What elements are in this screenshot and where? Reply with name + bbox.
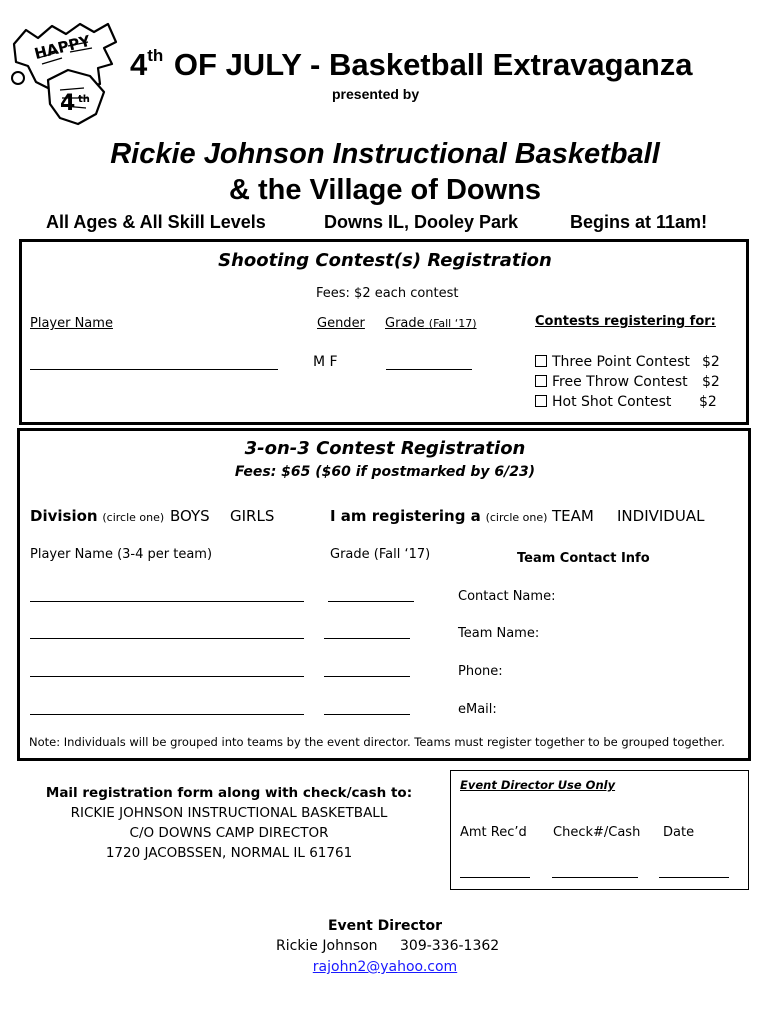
three-on-three-fees: Fees: $65 ($60 if postmarked by 6/23) xyxy=(234,464,536,480)
phone-label: Phone: xyxy=(458,664,503,679)
player-name-field[interactable] xyxy=(30,369,278,370)
three-on-three-heading: 3-on-3 Contest Registration xyxy=(244,438,526,459)
office-use-heading: Event Director Use Only xyxy=(460,778,616,792)
check-cash-field[interactable] xyxy=(552,877,638,878)
team-contact-heading: Team Contact Info xyxy=(517,551,650,566)
amt-received-label: Amt Rec’d xyxy=(460,825,527,840)
happy-4th-logo xyxy=(8,18,126,128)
team-grade-field[interactable] xyxy=(324,638,410,639)
contact-name-label: Contact Name: xyxy=(458,589,556,604)
player-name-header: Player Name xyxy=(30,316,113,331)
checkbox[interactable] xyxy=(535,355,547,367)
checkbox[interactable] xyxy=(535,395,547,407)
director-name: Rickie Johnson xyxy=(276,938,378,954)
team-player-field[interactable] xyxy=(30,638,304,639)
shooting-heading: Shooting Contest(s) Registration xyxy=(218,250,552,271)
amt-received-field[interactable] xyxy=(460,877,530,878)
svg-text:HAPPY: HAPPY xyxy=(32,31,93,64)
grade-field[interactable] xyxy=(386,369,472,370)
org-name: Rickie Johnson Instructional Basketball xyxy=(110,138,660,170)
team-name-label: Team Name: xyxy=(458,626,540,641)
director-email-link[interactable]: rajohn2@yahoo.com xyxy=(312,959,458,975)
time-label: Begins at 11am! xyxy=(570,212,708,232)
mail-address-line: RICKIE JOHNSON INSTRUCTIONAL BASKETBALL xyxy=(70,805,388,821)
register-individual-option[interactable]: INDIVIDUAL xyxy=(617,507,705,525)
location-label: Downs IL, Dooley Park xyxy=(324,212,519,232)
director-phone: 309-336-1362 xyxy=(400,938,500,954)
shooting-fees: Fees: $2 each contest xyxy=(316,286,459,301)
svg-text:th: th xyxy=(78,94,90,105)
checkbox[interactable] xyxy=(535,375,547,387)
mail-address-line: 1720 JACOBSSEN, NORMAL IL 61761 xyxy=(105,845,353,861)
division-girls-option[interactable]: GIRLS xyxy=(230,507,275,525)
register-team-option[interactable]: TEAM xyxy=(552,507,594,525)
email-label: eMail: xyxy=(458,702,497,717)
director-heading: Event Director xyxy=(327,918,443,934)
team-player-field[interactable] xyxy=(30,601,304,602)
division-boys-option[interactable]: BOYS xyxy=(170,507,210,525)
mail-heading: Mail registration form along with check/cash to: xyxy=(45,785,413,801)
date-field[interactable] xyxy=(659,877,729,878)
contest-fee: $2 xyxy=(702,354,720,370)
event-title: 4th OF JULY - Basketball Extravaganza xyxy=(130,46,693,82)
gender-header: Gender xyxy=(317,316,365,331)
contest-option-hot-shot[interactable]: Hot Shot Contest xyxy=(535,394,671,410)
team-grade-field[interactable] xyxy=(328,601,414,602)
grade-header: Grade (Fall ‘17) xyxy=(385,316,477,331)
presented-by: presented by xyxy=(332,86,420,102)
date-label: Date xyxy=(663,825,695,840)
grade-team-header: Grade (Fall ‘17) xyxy=(330,547,431,562)
mail-address-line: C/O DOWNS CAMP DIRECTOR xyxy=(129,825,329,841)
player-name-team-header: Player Name (3-4 per team) xyxy=(30,547,213,562)
team-player-field[interactable] xyxy=(30,676,304,677)
ages-label: All Ages & All Skill Levels xyxy=(46,212,266,232)
contest-fee: $2 xyxy=(702,374,720,390)
contests-header: Contests registering for: xyxy=(535,314,716,329)
org-partner: & the Village of Downs xyxy=(228,174,542,206)
grouping-note: Note: Individuals will be grouped into teams by the event director. Teams must register together to be grouped together. xyxy=(29,735,725,749)
registering-row: I am registering a (circle one) xyxy=(330,507,548,525)
team-grade-field[interactable] xyxy=(324,714,410,715)
contest-option-three-point[interactable]: Three Point Contest xyxy=(535,354,690,370)
team-player-field[interactable] xyxy=(30,714,304,715)
check-cash-label: Check#/Cash xyxy=(553,825,641,840)
team-grade-field[interactable] xyxy=(324,676,410,677)
division-row: Division (circle one) xyxy=(30,507,165,525)
svg-text:4: 4 xyxy=(60,91,76,116)
contest-option-free-throw[interactable]: Free Throw Contest xyxy=(535,374,688,390)
contest-fee: $2 xyxy=(699,394,717,410)
gender-options[interactable]: M F xyxy=(313,354,338,370)
